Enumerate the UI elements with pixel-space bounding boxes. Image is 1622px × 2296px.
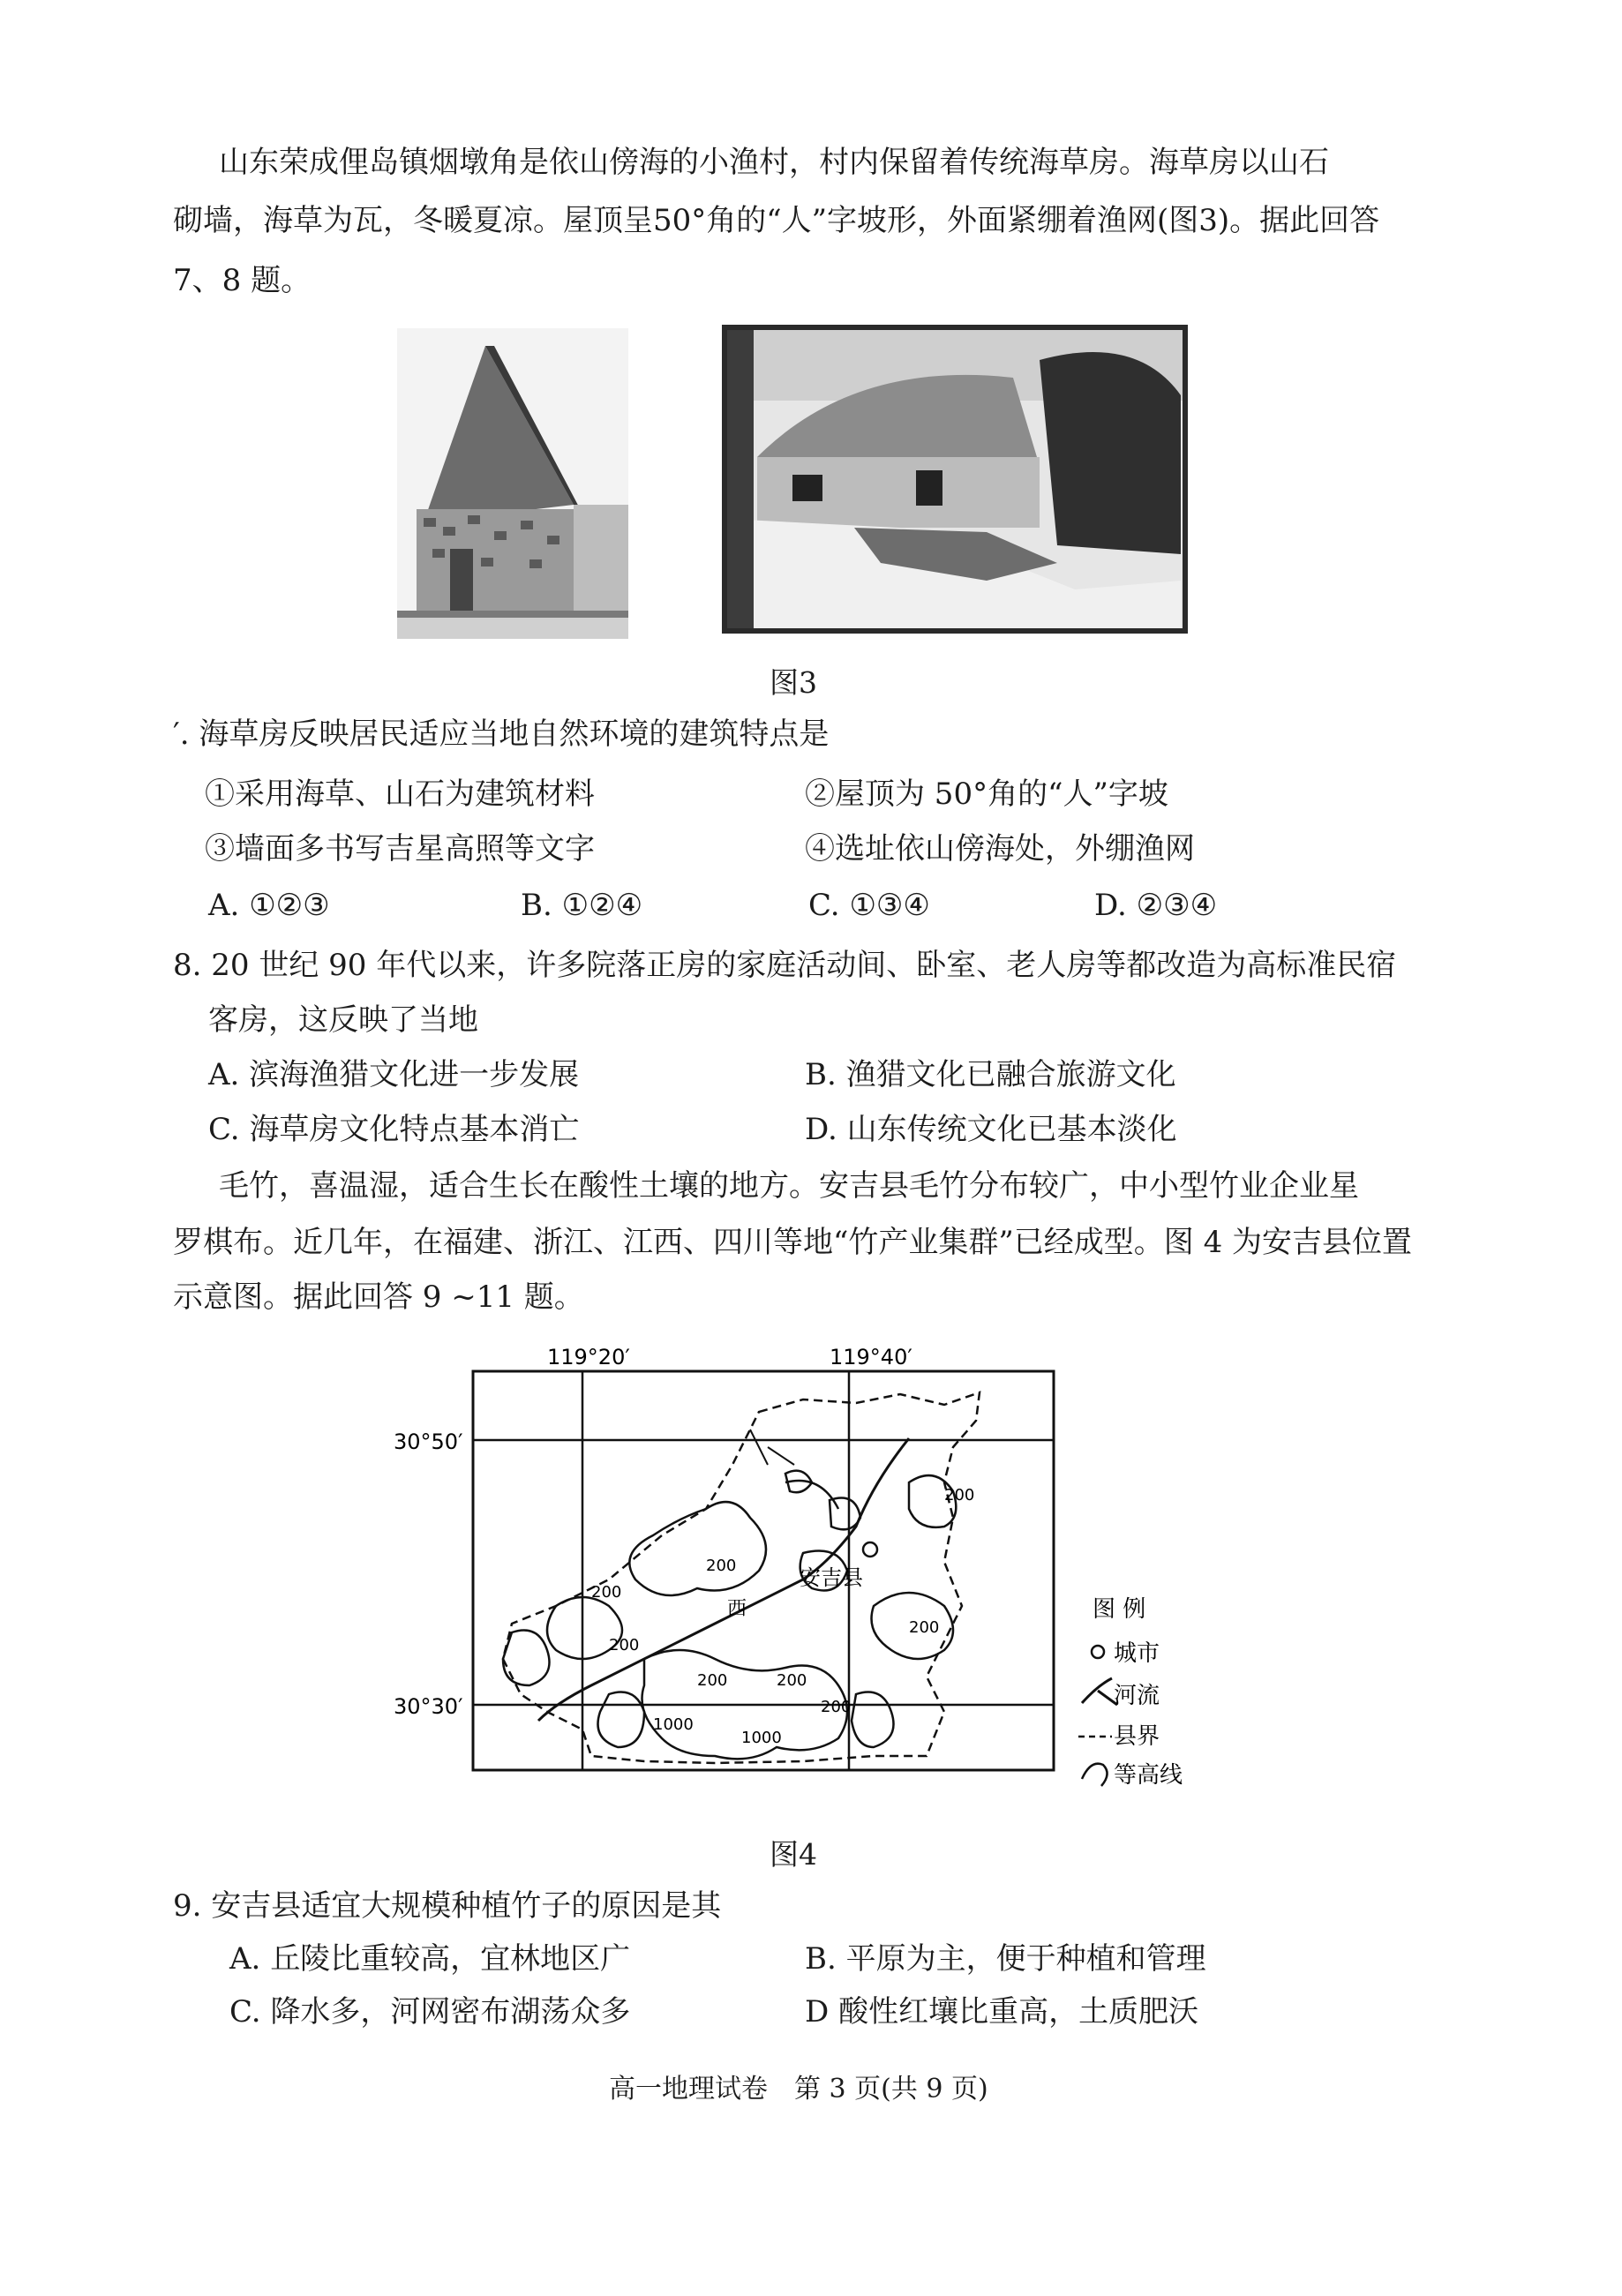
legend-river: 河流: [1114, 1683, 1160, 1709]
contour-label: 1000: [741, 1729, 782, 1747]
option-letter: D.: [805, 1112, 837, 1147]
anji-city-marker: [863, 1542, 877, 1557]
option-letter: C.: [229, 1994, 261, 2030]
legend-contour-icon: [1082, 1764, 1108, 1786]
page-footer: 高一地理试卷 第 3 页(共 9 页): [609, 2074, 988, 2105]
contour-labels: [591, 1486, 974, 1747]
q8-stem-line1: 8. 20 世纪 90 年代以来，许多院落正房的家庭活动间、卧室、老人房等都改造为高标准民宿: [173, 948, 1397, 983]
legend-title: 图 例: [1093, 1596, 1146, 1623]
passage2-line2: 罗棋布。近几年，在福建、浙江、江西、四川等地“竹产业集群”已经成型。图 4 为安吉县位置: [173, 1225, 1413, 1260]
option-letter: C.: [808, 888, 840, 923]
legend-contour: 等高线: [1114, 1762, 1183, 1789]
passage1-line2: 砌墙，海草为瓦，冬暖夏凉。屋顶呈50°角的“人”字坡形，外面紧绷着渔网(图3)。据此回答: [173, 203, 1380, 238]
option-text: 降水多，河网密布湖荡众多: [270, 1994, 631, 2030]
q8-option-a[interactable]: [208, 1055, 579, 1094]
q9-stem: 9. 安吉县适宜大规模种植竹子的原因是其: [173, 1888, 722, 1924]
contour-label: 200: [591, 1583, 622, 1602]
option-text: 海草房文化特点基本消亡: [249, 1112, 580, 1147]
passage2-line3: 示意图。据此回答 9 ~11 题。: [173, 1279, 584, 1315]
option-text: 平原为主，便于种植和管理: [845, 1941, 1206, 1977]
q8-option-d[interactable]: [805, 1110, 1177, 1149]
xi-label: 西: [727, 1598, 747, 1620]
anji-location-map: [379, 1341, 1244, 1809]
passage1-line3: 7、8 题。: [173, 263, 312, 298]
q9-option-a[interactable]: [229, 1940, 630, 1978]
contour-label: 200: [821, 1698, 852, 1716]
contour-label: 200: [706, 1557, 737, 1575]
q7-option-d[interactable]: [1094, 886, 1217, 925]
q7-option-b[interactable]: [521, 886, 642, 925]
q9-option-d[interactable]: [805, 1992, 1198, 2031]
option-letter: B.: [521, 888, 552, 923]
q7-statement-3: ③墙面多书写吉星高照等文字: [205, 831, 595, 867]
passage2-line1: 毛竹，喜温湿，适合生长在酸性土壤的地方。安吉县毛竹分布较广，中小型竹业企业星: [219, 1168, 1359, 1204]
legend-county: 县界: [1114, 1723, 1160, 1750]
legend-city-icon: [1092, 1646, 1104, 1658]
q7-option-c[interactable]: [808, 886, 930, 925]
option-text: 山东传统文化已基本淡化: [846, 1112, 1177, 1147]
river-tributary: [750, 1429, 794, 1465]
contour-label: 200: [609, 1636, 640, 1654]
option-letter: A.: [229, 1941, 261, 1977]
option-text: 酸性红壤比重高，土质肥沃: [838, 1994, 1199, 2030]
q9-option-c[interactable]: [229, 1992, 630, 2031]
lat-label-2: 30°30′: [394, 1694, 463, 1719]
passage1-line1: 山东荣成俚岛镇烟墩角是依山傍海的小渔村，村内保留着传统海草房。海草房以山石: [219, 145, 1329, 180]
lon-label-2: 119°40′: [830, 1345, 912, 1369]
option-letter: C.: [208, 1112, 240, 1147]
lon-label-1: 119°20′: [547, 1345, 630, 1369]
option-text: 丘陵比重较高，宜林地区广: [270, 1941, 631, 1977]
legend-river-icon: [1082, 1678, 1117, 1705]
figure4-caption: 图4: [770, 1837, 817, 1872]
option-text: ②③④: [1136, 888, 1218, 923]
legend-city: 城市: [1114, 1640, 1160, 1667]
city-label: 安吉县: [800, 1565, 863, 1590]
thatched-house-photo-right: [722, 325, 1188, 634]
q7-option-a[interactable]: [208, 886, 330, 925]
q7-statement-1: ①采用海草、山石为建筑材料: [205, 777, 595, 812]
q8-stem-line2: 客房，这反映了当地: [208, 1002, 478, 1038]
q8-option-b[interactable]: [805, 1055, 1176, 1094]
thatched-house-photo-left: [397, 328, 628, 639]
option-text: ①②③: [249, 888, 330, 923]
contour-label: 1000: [653, 1715, 694, 1734]
option-letter: A.: [208, 1057, 240, 1092]
contour-label: 200: [697, 1671, 728, 1690]
contour-label: 200: [909, 1618, 940, 1637]
option-letter: D: [805, 1994, 830, 2030]
q8-option-c[interactable]: [208, 1110, 579, 1149]
option-letter: A.: [208, 888, 240, 923]
house-photo-icon: [722, 325, 1188, 634]
q9-option-b[interactable]: [805, 1940, 1206, 1978]
option-letter: B.: [805, 1057, 837, 1092]
q7-statement-2: ②屋顶为 50°角的“人”字坡: [805, 777, 1168, 812]
option-text: ①③④: [849, 888, 930, 923]
option-text: 滨海渔猎文化进一步发展: [249, 1057, 580, 1092]
contour-label: 200: [944, 1486, 975, 1504]
q7-stem: ′. 海草房反映居民适应当地自然环境的建筑特点是: [173, 717, 830, 752]
q7-statement-4: ④选址依山傍海处，外绷渔网: [805, 831, 1195, 867]
contour-label: 200: [777, 1671, 807, 1690]
figure3-caption: 图3: [770, 665, 817, 700]
option-letter: B.: [805, 1941, 837, 1977]
option-text: 渔猎文化已融合旅游文化: [845, 1057, 1176, 1092]
county-boundary: [503, 1392, 980, 1763]
option-letter: D.: [1094, 888, 1127, 923]
lat-label-1: 30°50′: [394, 1429, 463, 1454]
option-text: ①②④: [561, 888, 643, 923]
house-sketch-icon: [397, 328, 628, 639]
